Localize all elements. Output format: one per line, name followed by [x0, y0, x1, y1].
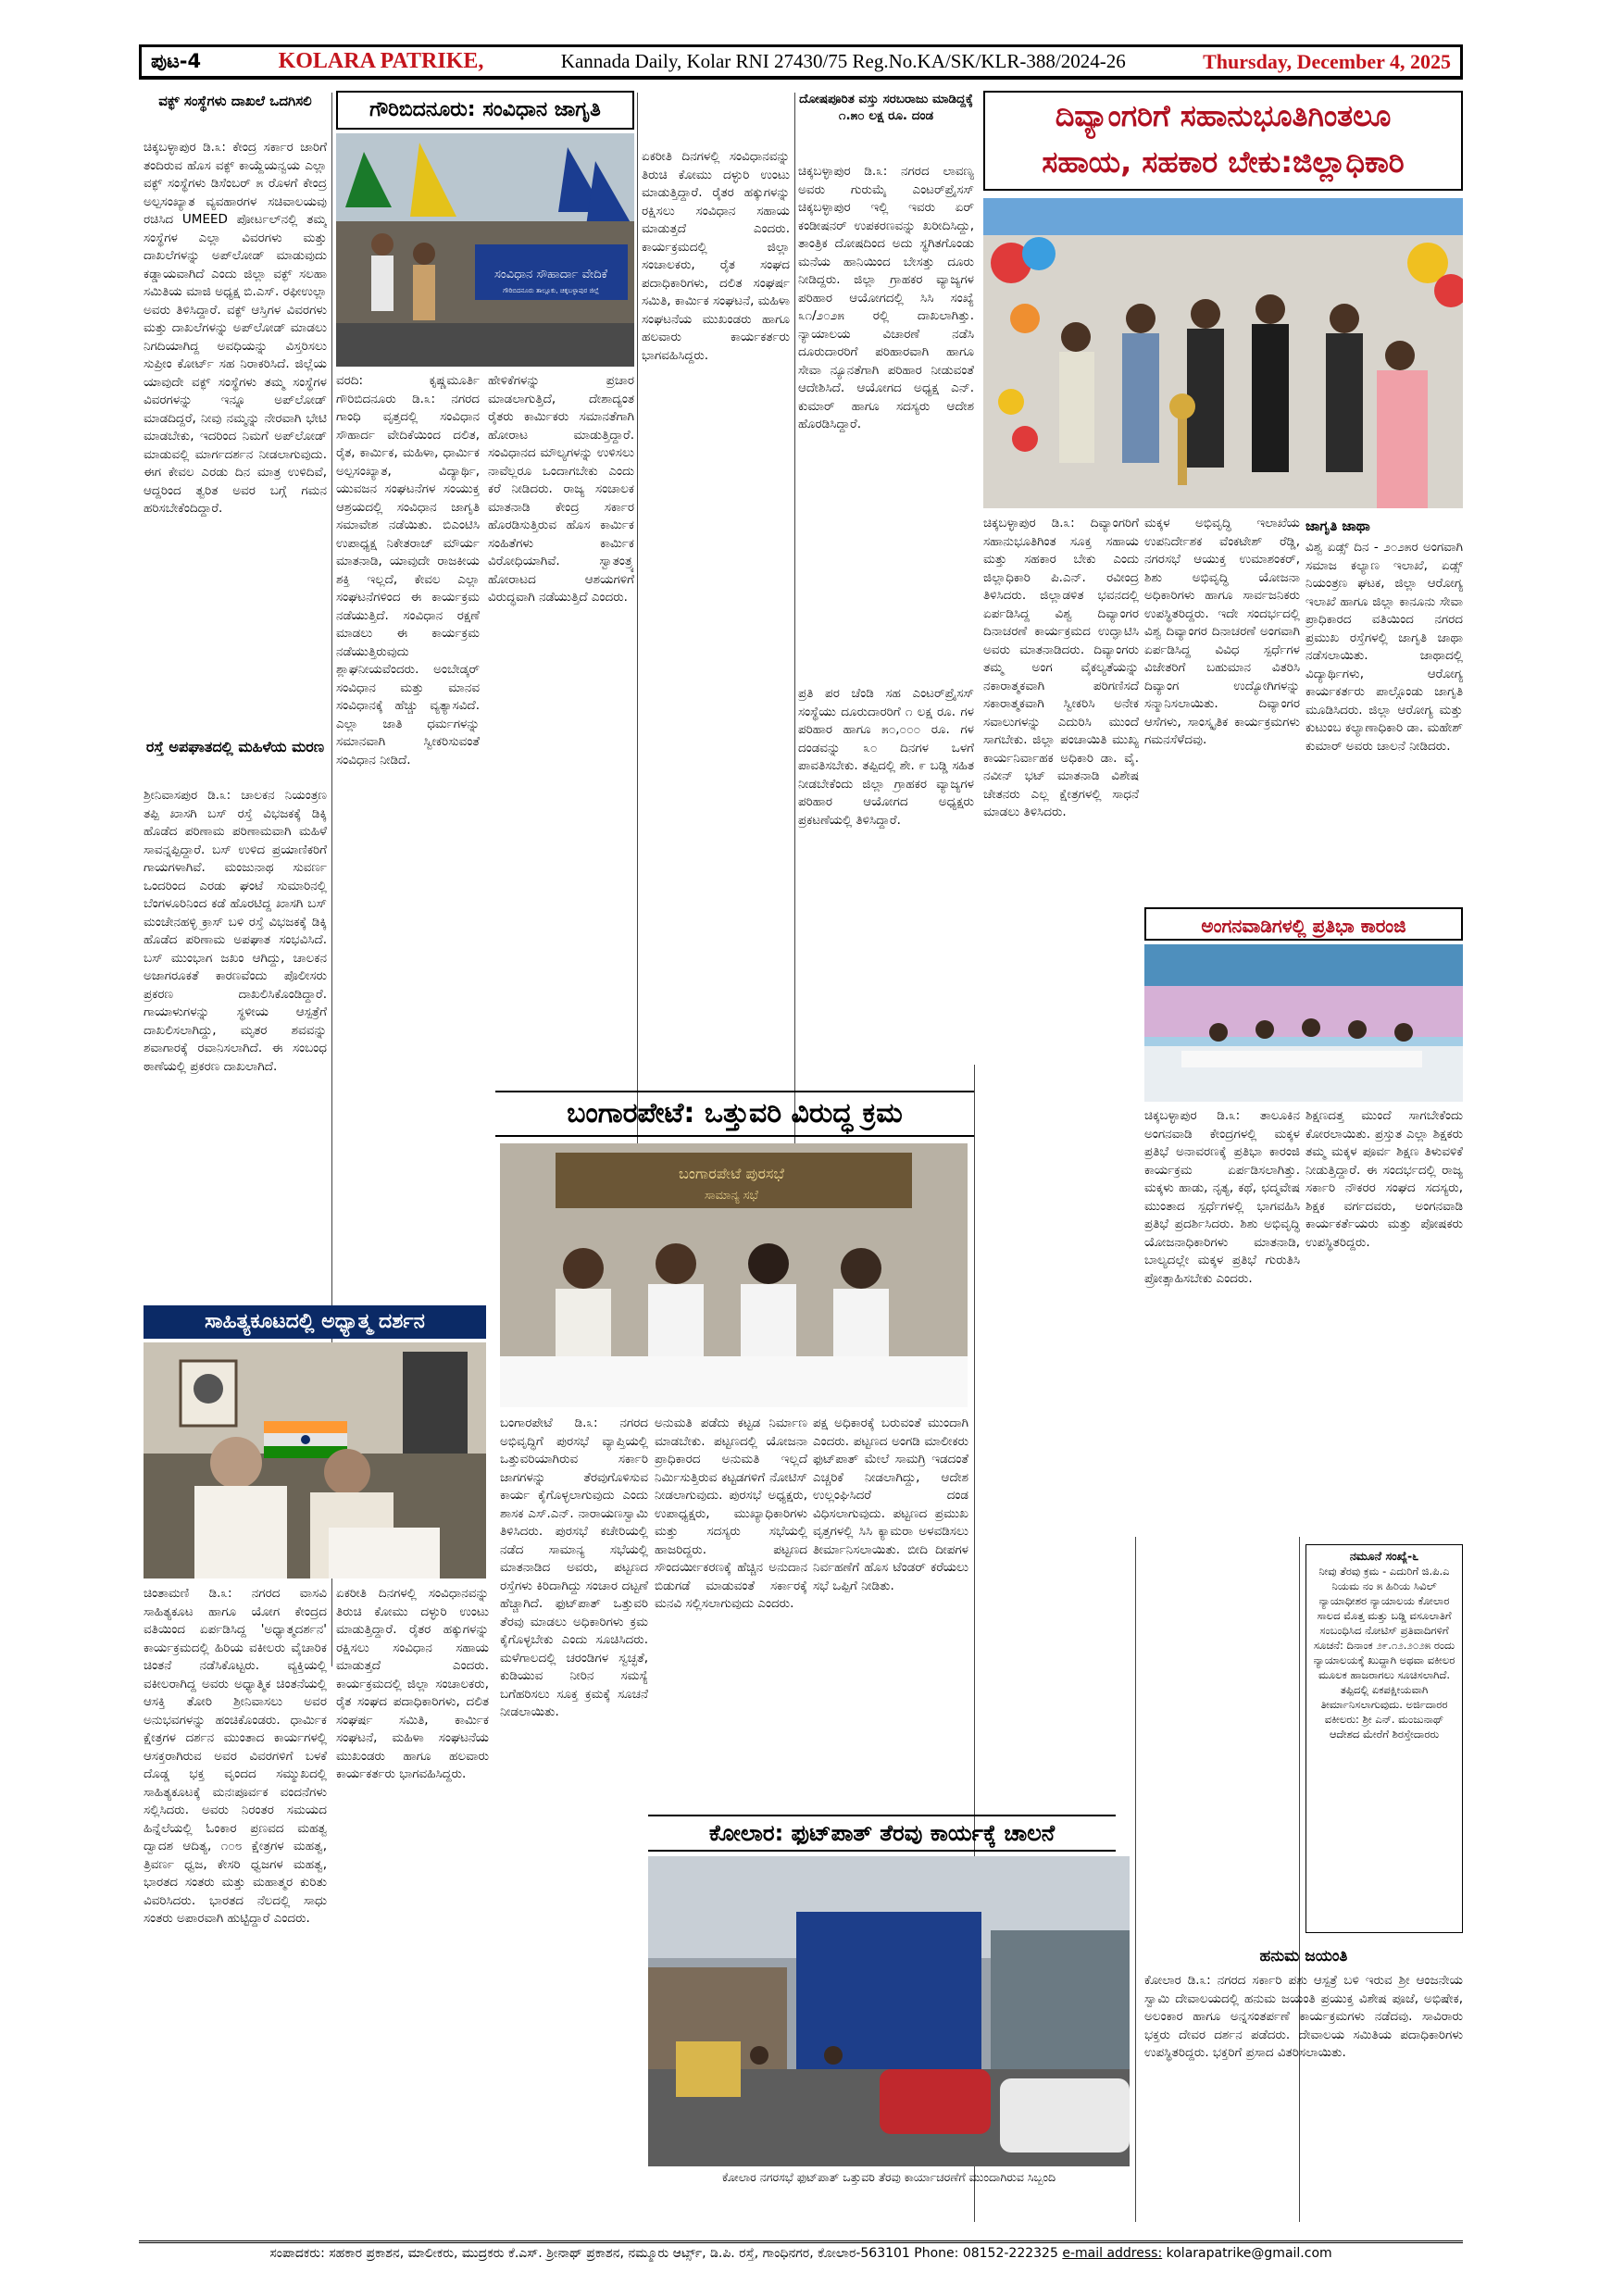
bangarpet-article-col2: ಅನುಮತಿ ಪಡೆದು ಕಟ್ಟಡ ನಿರ್ಮಾಣ ಮಾಡಬೇಕು. ಪಟ್ಟಣದಲ್ಲಿ ಯೋಜನಾ ಪ್ರಾಧಿಕಾರದ ಅನುಮತಿ ಇಲ್ಲದೆ ನಿರ್ಮಿಸುತ್ತಿರುವ ಕಟ್ಟಡಗಳಿಗೆ ನೋಟಿಸ್ ನೀಡಲಾಗುವುದು. ಪುರಸಭೆ ಅಧ್ಯಕ್ಷರು, ಉಪಾಧ್ಯಕ್ಷರು, ಮುಖ್ಯಾಧಿಕಾರಿಗಳು ಮತ್ತು ಸದಸ್ಯರು ಸಭೆಯಲ್ಲಿ ಹಾಜರಿದ್ದರು. ಪಟ್ಟಣದ ಸೌಂದರ್ಯೀಕರಣಕ್ಕೆ ಹೆಚ್ಚಿನ ಅನುದಾನ ಬಿಡುಗಡೆ ಮಾಡುವಂತೆ ಸರ್ಕಾರಕ್ಕೆ ಮನವಿ ಸಲ್ಲಿಸಲಾಗುವುದು ಎಂದರು. [655, 1416, 807, 1611]
legal-notice-box [1305, 1544, 1463, 1933]
gauribidanur-article-col1: ವರದಿ: ಕೃಷ್ಣಮೂರ್ತಿ ಗೌರಿಬಿದನೂರು ಡಿ.೩: ನಗರದ ಗಾಂಧಿ ವೃತ್ತದಲ್ಲಿ ಸಂವಿಧಾನ ಸೌಹಾರ್ದ ವೇದಿಕೆಯಿಂದ ದಲಿತ, ರೈತ, ಕಾರ್ಮಿಕ, ಮಹಿಳಾ, ಧಾರ್ಮಿಕ ಅಲ್ಪಸಂಖ್ಯಾತ, ವಿದ್ಯಾರ್ಥಿ, ಯುವಜನ ಸಂಘಟನೆಗಳ ಸಂಯುಕ್ತ ಆಶ್ರಯದಲ್ಲಿ ಸಂವಿಧಾನ ಜಾಗೃತಿ ಸಮಾವೇಶ ನಡೆಯಿತು. ಬಿಎಂಟಿಸಿ ಉಪಾಧ್ಯಕ್ಷ ನಿಕೇತರಾಜ್ ಮೌರ್ಯ ಮಾತನಾಡಿ, ಯಾವುದೇ ರಾಜಕೀಯ ಶಕ್ತಿ ಇಲ್ಲದೆ, ಕೇವಲ ಎಲ್ಲಾ ಸಂಘಟನೆಗಳಿಂದ ಈ ಕಾರ್ಯಕ್ರಮ ನಡೆಯುತ್ತಿದೆ. ಸಂವಿಧಾನ ರಕ್ಷಣೆ ಮಾಡಲು ಈ ಕಾರ್ಯಕ್ರಮ ನಡೆಯುತ್ತಿರುವುದು ಶ್ಲಾಘನೀಯವೆಂದರು. ಅಂಬೇಡ್ಕರ್ ಸಂವಿಧಾನ ಮತ್ತು ಮಾನವ ಸಂವಿಧಾನಕ್ಕೆ ಹೆಚ್ಚು ವ್ಯತ್ಯಾಸವಿದೆ. ಎಲ್ಲಾ ಜಾತಿ ಧರ್ಮಗಳನ್ನು ಸಮಾನವಾಗಿ ಸ್ವೀಕರಿಸುವಂತೆ ಸಂವಿಧಾನ ನೀಡಿದೆ. [336, 373, 480, 767]
fine-article-body-2: ಪ್ರತಿ ಪರ ಚೆಂಡಿ ಸಹ ಎಂಟರ್‌ಪ್ರೈಸಸ್ ಸಂಸ್ಥೆಯು ದೂರುದಾರರಿಗೆ ೧ ಲಕ್ಷ ರೂ. ಗಳ ಪರಿಹಾರ ಹಾಗೂ ೫೦,೦೦೦ ರೂ. ಗಳ ದಂಡವನ್ನು ೩೦ ದಿನಗಳ ಒಳಗೆ ಪಾವತಿಸಬೇಕು. ತಪ್ಪಿದಲ್ಲಿ ಶೇ. ೯ ಬಡ್ಡಿ ಸಹಿತ ನೀಡಬೇಕೆಂದು ಜಿಲ್ಲಾ ಗ್ರಾಹಕರ ವ್ಯಾಜ್ಯಗಳ ಪರಿಹಾರ ಆಯೋಗದ ಅಧ್ಯಕ್ಷರು ಪ್ರಕಟಣೆಯಲ್ಲಿ ತಿಳಿಸಿದ್ದಾರೆ. [798, 686, 974, 828]
footer [139, 2240, 1463, 2265]
disabled-event-photo [983, 198, 1463, 508]
sahitya-headline: ಸಾಹಿತ್ಯಕೂಟದಲ್ಲಿ ಅಧ್ಯಾತ್ಮ ದರ್ಶನ [144, 1305, 486, 1339]
masthead [139, 44, 1463, 80]
notice-title: ನಮೂನೆ ಸಂಖ್ಯೆ-೬ [1349, 1549, 1419, 1563]
accident-headline: ರಸ್ತೆ ಅಪಘಾತದಲ್ಲಿ ಮಹಿಳೆಯ ಮರಣ [145, 738, 325, 755]
hanuma-heading: ಹನುಮ ಜಯಂತಿ [1259, 1947, 1348, 1965]
fine-headline: ದೋಷಪೂರಿತ ವಸ್ತು ಸರಬರಾಜು ಮಾಡಿದ್ದಕ್ಕೆ ೧.೫೦ ಲಕ್ಷ ರೂ. ದಂಡ [799, 92, 973, 123]
footer-publisher: ಸಂಪಾದಕರು: ಸಹಕಾರ ಪ್ರಕಾಶನ, ಮಾಲೀಕರು, ಮುದ್ರಕರು ಕೆ.ಎಸ್. ಶ್ರೀನಾಥ್ ಪ್ರಕಾಶನ, ನಮ್ಮೂರು ಆರ್ಟ್ಸ್, ಡಿ.ಪಿ. ರಸ್ತೆ, ಗಾಂಧಿನಗರ, ಕೋಲಾರ-563101 [269, 2246, 910, 2261]
disabled-headline-line1: ದಿವ್ಯಾಂಗರಿಗೆ ಸಹಾನುಭೂತಿಗಿಂತಲೂ [1055, 98, 1392, 133]
rally-image [336, 133, 634, 367]
kolar-headline: ಕೋಲಾರ: ಫುಟ್‌ಪಾತ್ ತೆರವು ಕಾರ್ಯಕ್ಕೆ ಚಾಲನೆ [648, 1815, 1116, 1852]
meeting-banner-text: ಬಂಗಾರಪೇಟೆ ಪುರಸಭೆ [679, 1165, 784, 1182]
sahitya-article-body-2: ಏಕರೀತಿ ದಿನಗಳಲ್ಲಿ ಸಂವಿಧಾನವನ್ನು ತಿರುಚಿ ಕೋಮು ದಳ್ಳುರಿ ಉಂಟು ಮಾಡುತ್ತಿದ್ದಾರೆ. ರೈತರ ಹಕ್ಕುಗಳನ್ನು ರಕ್ಷಿಸಲು ಸಂವಿಧಾನ ಸಹಾಯ ಮಾಡುತ್ತದೆ ಎಂದರು. ಕಾರ್ಯಕ್ರಮದಲ್ಲಿ ಜಿಲ್ಲಾ ಸಂಚಾಲಕರು, ರೈತ ಸಂಘದ ಪದಾಧಿಕಾರಿಗಳು, ದಲಿತ ಸಂಘರ್ಷ ಸಮಿತಿ, ಕಾರ್ಮಿಕ ಸಂಘಟನೆ, ಮಹಿಳಾ ಸಂಘಟನೆಯ ಮುಖಂಡರು ಹಾಗೂ ಹಲವಾರು ಕಾರ್ಯಕರ್ತರು ಭಾಗವಹಿಸಿದ್ದರು. [336, 1586, 489, 1781]
anganwadi-headline: ಅಂಗನವಾಡಿಗಳಲ್ಲಿ ಪ್ರತಿಭಾ ಕಾರಂಜಿ [1144, 907, 1463, 941]
waqf-article-body: ಚಿಕ್ಕಬಳ್ಳಾಪುರ ಡಿ.೩: ಕೇಂದ್ರ ಸರ್ಕಾರ ಜಾರಿಗೆ ತಂದಿರುವ ಹೊಸ ವಕ್ಫ್ ಕಾಯ್ದೆಯನ್ವಯ ಎಲ್ಲಾ ವಕ್ಫ್ ಸಂಸ್ಥೆಗಳು ಡಿಸೆಂಬರ್ ೫ ರೊಳಗೆ ಕೇಂದ್ರ ಅಲ್ಪಸಂಖ್ಯಾತ ವ್ಯವಹಾರಗಳ ಸಚಿವಾಲಯವು ರಚಿಸಿದ UMEED ಪೋರ್ಟಲ್‌ನಲ್ಲಿ ತಮ್ಮ ಸಂಸ್ಥೆಗಳ ಎಲ್ಲಾ ವಿವರಗಳು ಮತ್ತು ದಾಖಲೆಗಳನ್ನು ಅಪ್‌ಲೋಡ್ ಮಾಡುವುದು ಕಡ್ಡಾಯವಾಗಿದೆ ಎಂದು ಜಿಲ್ಲಾ ವಕ್ಫ್ ಸಲಹಾ ಸಮಿತಿಯ ಮಾಜಿ ಅಧ್ಯಕ್ಷ ಬಿ.ಎಸ್. ರಫೀಉಲ್ಲಾ ಅವರು ತಿಳಿಸಿದ್ದಾರೆ. ವಕ್ಫ್ ಆಸ್ತಿಗಳ ವಿವರಗಳು ಮತ್ತು ದಾಖಲೆಗಳನ್ನು ಅಪ್‌ಲೋಡ್ ಮಾಡಲು ನಿಗದಿಯಾಗಿದ್ದ ಅವಧಿಯನ್ನು ವಿಸ್ತರಿಸಲು ಸುಪ್ರೀಂ ಕೋರ್ಟ್ ಸಹ ನಿರಾಕರಿಸಿದೆ. ಜಿಲ್ಲೆಯ ಯಾವುದೇ ವಕ್ಫ್ ಸಂಸ್ಥೆಗಳು ತಮ್ಮ ಸಂಸ್ಥೆಗಳ ವಿವರಗಳನ್ನು ಇನ್ನೂ ಅಪ್‌ಲೋಡ್ ಮಾಡದಿದ್ದರೆ, ನೀವು ನಮ್ಮನ್ನು ನೇರವಾಗಿ ಭೇಟಿ ಮಾಡಬೇಕು, ಇದರಿಂದ ನಿಮಗೆ ಅಪ್‌ಲೋಡ್ ಮಾಡುವಲ್ಲಿ ಮಾರ್ಗದರ್ಶನ ನೀಡಲಾಗುವುದು. ಈಗ ಕೇವಲ ಎರಡು ದಿನ ಮಾತ್ರ ಉಳಿದಿವೆ, ಆದ್ದರಿಂದ ತ್ವರಿತ ಅವರ ಬಗ್ಗೆ ಗಮನ ಹರಿಸಬೇಕೆಂದಿದ್ದಾರೆ. [144, 140, 327, 516]
rally-banner-subtext: ಗೌರಿಬಿದನೂರು ತಾಲ್ಲೂಕು, ಚಿಕ್ಕಬಳ್ಳಾಪುರ ಜಿಲ್ಲೆ [503, 287, 599, 294]
anganwadi-stage-photo [1144, 944, 1463, 1102]
kolar-footpath-photo [648, 1856, 1130, 2166]
bangarpet-article-col1: ಬಂಗಾರಪೇಟೆ ಡಿ.೩: ನಗರದ ಅಭಿವೃದ್ಧಿಗೆ ಪುರಸಭೆ ವ್ಯಾಪ್ತಿಯಲ್ಲಿ ಒತ್ತುವರಿಯಾಗಿರುವ ಸರ್ಕಾರಿ ಜಾಗಗಳನ್ನು ತೆರವುಗೊಳಿಸುವ ಕಾರ್ಯ ಕೈಗೊಳ್ಳಲಾಗುವುದು ಎಂದು ಶಾಸಕ ಎಸ್.ಎನ್. ನಾರಾಯಣಸ್ವಾಮಿ ತಿಳಿಸಿದರು. ಪುರಸಭೆ ಕಚೇರಿಯಲ್ಲಿ ನಡೆದ ಸಾಮಾನ್ಯ ಸಭೆಯಲ್ಲಿ ಮಾತನಾಡಿದ ಅವರು, ಪಟ್ಟಣದ ರಸ್ತೆಗಳು ಕಿರಿದಾಗಿದ್ದು ಸಂಚಾರ ದಟ್ಟಣೆ ಹೆಚ್ಚಾಗಿದೆ. ಫುಟ್‌ಪಾತ್ ಒತ್ತುವರಿ ತೆರವು ಮಾಡಲು ಅಧಿಕಾರಿಗಳು ಕ್ರಮ ಕೈಗೊಳ್ಳಬೇಕು ಎಂದು ಸೂಚಿಸಿದರು. ಮಳೆಗಾಲದಲ್ಲಿ ಚರಂಡಿಗಳ ಸ್ವಚ್ಛತೆ, ಕುಡಿಯುವ ನೀರಿನ ಸಮಸ್ಯೆ ಬಗೆಹರಿಸಲು ಸೂಕ್ತ ಕ್ರಮಕ್ಕೆ ಸೂಚನೆ ನೀಡಲಾಯಿತು. [500, 1416, 648, 1719]
anganwadi-article-col1: ಚಿಕ್ಕಬಳ್ಳಾಪುರ ಡಿ.೩: ತಾಲೂಕಿನ ಅಂಗನವಾಡಿ ಕೇಂದ್ರಗಳಲ್ಲಿ ಮಕ್ಕಳ ಪ್ರತಿಭೆ ಅನಾವರಣಕ್ಕೆ ಪ್ರತಿಭಾ ಕಾರಂಜಿ ಕಾರ್ಯಕ್ರಮ ಏರ್ಪಡಿಸಲಾಗಿತ್ತು. ಮಕ್ಕಳು ಹಾಡು, ನೃತ್ಯ, ಕಥೆ, ಛದ್ಮವೇಷ ಮುಂತಾದ ಸ್ಪರ್ಧೆಗಳಲ್ಲಿ ಭಾಗವಹಿಸಿ ಪ್ರತಿಭೆ ಪ್ರದರ್ಶಿಸಿದರು. ಶಿಶು ಅಭಿವೃದ್ಧಿ ಯೋಜನಾಧಿಕಾರಿಗಳು ಮಾತನಾಡಿ, ಬಾಲ್ಯದಲ್ಲೇ ಮಕ್ಕಳ ಪ್ರತಿಭೆ ಗುರುತಿಸಿ ಪ್ರೋತ್ಸಾಹಿಸಬೇಕು ಎಂದರು. [1144, 1108, 1300, 1286]
footer-email-label: e-mail address: [1062, 2246, 1163, 2261]
street-clearance-image [648, 1856, 1130, 2166]
gauribidanur-headline: ಗೌರಿಬಿದನೂರು: ಸಂವಿಧಾನ ಜಾಗೃತಿ [336, 91, 634, 130]
page-number: ಪುಟ-4 [151, 50, 202, 72]
column-rule [794, 93, 795, 1157]
newspaper-name: KOLARA PATRIKE, [278, 49, 484, 73]
accident-article-body: ಶ್ರೀನಿವಾಸಪುರ ಡಿ.೩: ಚಾಲಕನ ನಿಯಂತ್ರಣ ತಪ್ಪಿ ಖಾಸಗಿ ಬಸ್ ರಸ್ತೆ ವಿಭಜಕಕ್ಕೆ ಡಿಕ್ಕಿ ಹೊಡೆದ ಪರಿಣಾಮ ಪರಿಣಾಮವಾಗಿ ಮಹಿಳೆ ಸಾವನ್ನಪ್ಪಿದ್ದಾರೆ. ಬಸ್ ಉಳಿದ ಪ್ರಯಾಣಿಕರಿಗೆ ಗಾಯಗಳಾಗಿವೆ. ಮಂಜುನಾಥ ಸುವರ್ಣ ಒಂದರಿಂದ ಎರಡು ಘಂಟೆ ಸುಮಾರಿನಲ್ಲಿ ಬೆಂಗಳೂರಿನಿಂದ ಕಡೆ ಹೊರಟಿದ್ದ ಖಾಸಗಿ ಬಸ್ ಮಂಚೇನಹಳ್ಳಿ ಕ್ರಾಸ್ ಬಳಿ ರಸ್ತೆ ವಿಭಜಕಕ್ಕೆ ಡಿಕ್ಕಿ ಹೊಡೆದ ಪರಿಣಾಮ ಅಪಘಾತ ಸಂಭವಿಸಿದೆ. ಬಸ್ ಮುಂಭಾಗ ಜಖಂ ಆಗಿದ್ದು, ಚಾಲಕನ ಅಜಾಗರೂಕತೆ ಕಾರಣವೆಂದು ಪೊಲೀಸರು ಪ್ರಕರಣ ದಾಖಲಿಸಿಕೊಂಡಿದ್ದಾರೆ. ಗಾಯಾಳುಗಳನ್ನು ಸ್ಥಳೀಯ ಆಸ್ಪತ್ರೆಗೆ ದಾಖಲಿಸಲಾಗಿದ್ದು, ಮೃತರ ಶವವನ್ನು ಶವಾಗಾರಕ್ಕೆ ರವಾನಿಸಲಾಗಿದೆ. ಈ ಸಂಬಂಧ ಠಾಣೆಯಲ್ಲಿ ಪ್ರಕರಣ ದಾಖಲಾಗಿದೆ. [144, 788, 327, 1074]
sahitya-photo [144, 1342, 486, 1578]
meeting-banner-subtext: ಸಾಮಾನ್ಯ ಸಭೆ [705, 1189, 758, 1203]
rally-banner-text: ಸಂವಿಧಾನ ಸೌಹಾರ್ದಾ ವೇದಿಕೆ [494, 268, 607, 281]
notice-text: ನೀವು ತೆರವು ಕ್ರಮ - ಎದುರಿಗೆ ಜಿ.ಪಿ.ಎ ನಿಯಮ ನಂ ೫ ಹಿರಿಯ ಸಿವಿಲ್ ನ್ಯಾಯಾಧೀಶರ ನ್ಯಾಯಾಲಯ ಕೋಲಾರ ಸಾಲದ ಮೊತ್ತ ಮತ್ತು ಬಡ್ಡಿ ವಸೂಲಾತಿಗೆ ಸಂಬಂಧಿಸಿದ ನೋಟಿಸ್ ಪ್ರತಿವಾದಿಗಳಿಗೆ ಸೂಚನೆ: ದಿನಾಂಕ ೨೯.೧೨.೨೦೨೫ ರಂದು ನ್ಯಾಯಾಲಯಕ್ಕೆ ಖುದ್ದಾಗಿ ಅಥವಾ ವಕೀಲರ ಮೂಲಕ ಹಾಜರಾಗಲು ಸೂಚಿಸಲಾಗಿದೆ. ತಪ್ಪಿದಲ್ಲಿ ಏಕಪಕ್ಷೀಯವಾಗಿ ತೀರ್ಮಾನಿಸಲಾಗುವುದು. ಅರ್ಜಿದಾರರ ವಕೀಲರು: ಶ್ರೀ ಎನ್. ಮಂಜುನಾಥ್ ಆದೇಶದ ಮೇರೆಗೆ ಶಿರಸ್ತೇದಾರರು [1313, 1565, 1455, 1741]
disabled-headline-box [983, 91, 1463, 191]
footer-email[interactable]: kolarapatrike@gmail.com [1166, 2246, 1332, 2261]
fine-article-body: ಚಿಕ್ಕಬಳ್ಳಾಪುರ ಡಿ.೩: ನಗರದ ಲಾವಣ್ಯ ಅವರು ಗುರುಮೈ ಎಂಟರ್‌ಪ್ರೈಸಸ್ ಚಿಕ್ಕಬಳ್ಳಾಪುರ ಇಲ್ಲಿ ಇವರು ಏರ್ ಕಂಡೀಷನರ್ ಉಪಕರಣವನ್ನು ಖರೀದಿಸಿದ್ದು, ತಾಂತ್ರಿಕ ದೋಷದಿಂದ ಅದು ಸ್ಥಗಿತಗೊಂಡು ಮನೆಯ ಹಾನಿಯಿಂದ ಬೇಸತ್ತು ದೂರು ನೀಡಿದ್ದರು. ಜಿಲ್ಲಾ ಗ್ರಾಹಕರ ವ್ಯಾಜ್ಯಗಳ ಪರಿಹಾರ ಆಯೋಗದಲ್ಲಿ ಸಿಸಿ ಸಂಖ್ಯೆ ೩೧/೨೦೨೫ ರಲ್ಲಿ ದಾಖಲಾಗಿತ್ತು. ನ್ಯಾಯಾಲಯ ವಿಚಾರಣೆ ನಡೆಸಿ ದೂರುದಾರರಿಗೆ ಪರಿಹಾರವಾಗಿ ಹಾಗೂ ಸೇವಾ ನ್ಯೂನತೆಗಾಗಿ ಪರಿಹಾರ ನೀಡುವಂತೆ ಆದೇಶಿಸಿದೆ. ಆಯೋಗದ ಅಧ್ಯಕ್ಷ ಎನ್. ಕುಮಾರ್ ಹಾಗೂ ಸದಸ್ಯರು ಆದೇಶ ಹೊರಡಿಸಿದ್ದಾರೆ. [798, 164, 974, 431]
bangarpet-article-col3: ಪಕ್ಷ ಅಧಿಕಾರಕ್ಕೆ ಬರುವಂತೆ ಮುಂದಾಗಿ ಎಂದರು. ಪಟ್ಟಣದ ಅಂಗಡಿ ಮಾಲೀಕರು ಫುಟ್‌ಪಾತ್ ಮೇಲೆ ಸಾಮಗ್ರಿ ಇಡದಂತೆ ಎಚ್ಚರಿಕೆ ನೀಡಲಾಗಿದ್ದು, ಆದೇಶ ಉಲ್ಲಂಘಿಸಿದರೆ ದಂಡ ವಿಧಿಸಲಾಗುವುದು. ಪಟ್ಟಣದ ಪ್ರಮುಖ ವೃತ್ತಗಳಲ್ಲಿ ಸಿಸಿ ಕ್ಯಾಮರಾ ಅಳವಡಿಸಲು ತೀರ್ಮಾನಿಸಲಾಯಿತು. ಬೀದಿ ದೀಪಗಳ ನಿರ್ವಹಣೆಗೆ ಹೊಸ ಟೆಂಡರ್ ಕರೆಯಲು ಸಭೆ ಒಪ್ಪಿಗೆ ನೀಡಿತು. [813, 1416, 968, 1593]
aids-article-body: ವಿಶ್ವ ಏಡ್ಸ್ ದಿನ - ೨೦೨೫ರ ಅಂಗವಾಗಿ ಸಮಾಜ ಕಲ್ಯಾಣ ಇಲಾಖೆ, ಏಡ್ಸ್ ನಿಯಂತ್ರಣ ಘಟಕ, ಜಿಲ್ಲಾ ಆರೋಗ್ಯ ಇಲಾಖೆ ಹಾಗೂ ಜಿಲ್ಲಾ ಕಾನೂನು ಸೇವಾ ಪ್ರಾಧಿಕಾರದ ವತಿಯಿಂದ ನಗರದ ಪ್ರಮುಖ ರಸ್ತೆಗಳಲ್ಲಿ ಜಾಗೃತಿ ಜಾಥಾ ನಡೆಸಲಾಯಿತು. ಜಾಥಾದಲ್ಲಿ ವಿದ್ಯಾರ್ಥಿಗಳು, ಆರೋಗ್ಯ ಕಾರ್ಯಕರ್ತರು ಪಾಲ್ಗೊಂಡು ಜಾಗೃತಿ ಮೂಡಿಸಿದರು. ಜಿಲ್ಲಾ ಆರೋಗ್ಯ ಮತ್ತು ಕುಟುಂಬ ಕಲ್ಯಾಣಾಧಿಕಾರಿ ಡಾ. ಮಹೇಶ್ ಕುಮಾರ್ ಅವರು ಚಾಲನೆ ನೀಡಿದರು. [1305, 540, 1463, 754]
disabled-article-col2: ಮಕ್ಕಳ ಅಭಿವೃದ್ಧಿ ಇಲಾಖೆಯ ಉಪನಿರ್ದೇಶಕ ವೆಂಕಟೇಶ್ ರೆಡ್ಡಿ, ನಗರಸಭೆ ಆಯುಕ್ತ ಉಮಾಶಂಕರ್, ಶಿಶು ಅಭಿವೃದ್ಧಿ ಯೋಜನಾ ಅಧಿಕಾರಿಗಳು ಹಾಗೂ ಸಾರ್ವಜನಿಕರು ಉಪಸ್ಥಿತರಿದ್ದರು. ಇದೇ ಸಂದರ್ಭದಲ್ಲಿ ವಿಶ್ವ ದಿವ್ಯಾಂಗರ ದಿನಾಚರಣೆ ಅಂಗವಾಗಿ ಏರ್ಪಡಿಸಿದ್ದ ವಿವಿಧ ಸ್ಪರ್ಧೆಗಳ ವಿಜೇತರಿಗೆ ಬಹುಮಾನ ವಿತರಿಸಿ ದಿವ್ಯಾಂಗ ಉದ್ಯೋಗಿಗಳನ್ನು ಸನ್ಮಾನಿಸಲಾಯಿತು. ದಿವ್ಯಾಂಗರ ಆಸೆಗಳು, ಸಾಂಸ್ಕೃತಿಕ ಕಾರ್ಯಕ್ರಮಗಳು ಗಮನಸೆಳೆದವು. [1144, 516, 1300, 747]
kolar-photo-caption: ಕೋಲಾರ ನಗರಸಭೆ ಫುಟ್‌ಪಾತ್ ಒತ್ತುವರಿ ತೆರವು ಕಾರ್ಯಾಚರಣೆಗೆ ಮುಂದಾಗಿರುವ ಸಿಬ್ಬಂದಿ [721, 2170, 1056, 2184]
sahitya-article-body: ಚಿಂತಾಮಣಿ ಡಿ.೩: ನಗರದ ವಾಸವಿ ಸಾಹಿತ್ಯಕೂಟ ಹಾಗೂ ಯೋಗ ಕೇಂದ್ರದ ವತಿಯಿಂದ ಏರ್ಪಡಿಸಿದ್ದ 'ಅಧ್ಯಾತ್ಮದರ್ಶನ' ಕಾರ್ಯಕ್ರಮದಲ್ಲಿ ಹಿರಿಯ ವಕೀಲರು ವೈಚಾರಿಕ ಚಿಂತನೆ ನಡೆಸಿಕೊಟ್ಟರು. ವ್ಯಕ್ತಿಯಲ್ಲಿ ವಕೀಲರಾಗಿದ್ದ ಅವರು ಅಧ್ಯಾತ್ಮಿಕ ಚಿಂತನೆಯಲ್ಲಿ ಆಸಕ್ತಿ ತೋರಿ ಶ್ರೀನಿವಾಸಲು ಅವರ ಅನುಭವಗಳನ್ನು ಹಂಚಿಕೊಂಡರು. ಧಾರ್ಮಿಕ ಕ್ಷೇತ್ರಗಳ ದರ್ಶನ ಮುಂತಾದ ಕಾರ್ಯಗಳಲ್ಲಿ ಆಸಕ್ತರಾಗಿರುವ ಅವರ ವಿವರಗಳಿಗೆ ಬಳಕೆ ದೊಡ್ಡ ಭಕ್ತ ವೃಂದದ ಸಮ್ಮುಖದಲ್ಲಿ ಸಾಹಿತ್ಯಕೂಟಕ್ಕೆ ಮನಃಪೂರ್ವಕ ವಂದನೆಗಳು ಸಲ್ಲಿಸಿದರು. ಅವರು ನಿರಂತರ ಸಮಯದ ಹಿನ್ನೆಲೆಯಲ್ಲಿ ಓಂಕಾರ ಪ್ರಣವದ ಮಹತ್ವ ದ್ವಾದಶ ಆದಿತ್ಯ, ೧೦೮ ಕ್ಷೇತ್ರಗಳ ಮಹತ್ವ, ತ್ರಿವರ್ಣ ಧ್ವಜ, ಕೇಸರಿ ಧ್ವಜಗಳ ಮಹತ್ವ, ಭಾರತದ ಸಂತರು ಮತ್ತು ಮಹಾತ್ಮರ ಕುರಿತು ವಿವರಿಸಿದರು. ಭಾರತದ ನೆಲದಲ್ಲಿ ಸಾಧು ಸಂತರು ಅಪಾರವಾಗಿ ಹುಟ್ಟಿದ್ದಾರೆ ಎಂದರು. [144, 1586, 327, 1926]
elder-speaker-image [144, 1342, 486, 1578]
meeting-image [500, 1143, 968, 1407]
issue-date: Thursday, December 4, 2025 [1203, 49, 1451, 73]
disabled-headline-line2: ಸಹಾಯ, ಸಹಕಾರ ಬೇಕು:ಜಿಲ್ಲಾಧಿಕಾರಿ [1042, 144, 1405, 180]
footer-phone: Phone: 08152-222325 [914, 2246, 1058, 2261]
anganwadi-article-col2: ಶಿಕ್ಷಣದತ್ತ ಮುಂದೆ ಸಾಗಬೇಕೆಂದು ಕೋರಲಾಯಿತು. ಪ್ರಸ್ತುತ ಎಲ್ಲಾ ಶಿಕ್ಷಕರು ತಮ್ಮ ಮಕ್ಕಳ ಪೂರ್ವ ಶಿಕ್ಷಣ ತಿಳುವಳಿಕೆ ನೀಡುತ್ತಿದ್ದಾರೆ. ಈ ಸಂದರ್ಭದಲ್ಲಿ ರಾಜ್ಯ ಸರ್ಕಾರಿ ನೌಕರರ ಸಂಘದ ಸದಸ್ಯರು, ಶಿಕ್ಷಕ ವರ್ಗದವರು, ಅಂಗನವಾಡಿ ಕಾರ್ಯಕರ್ತೆಯರು ಮತ್ತು ಪೋಷಕರು ಉಪಸ್ಥಿತರಿದ್ದರು. [1305, 1108, 1463, 1250]
aids-heading: ಜಾಗೃತಿ ಜಾಥಾ [1305, 518, 1370, 534]
bangarpet-meeting-photo [500, 1143, 968, 1407]
gauribidanur-article-col2: ಹೇಳಿಕೆಗಳನ್ನು ಪ್ರಚಾರ ಮಾಡಲಾಗುತ್ತಿದೆ, ದೇಶಾದ್ಯಂತ ರೈತರು ಕಾರ್ಮಿಕರು ಸಮಾನತೆಗಾಗಿ ಹೋರಾಟ ಮಾಡುತ್ತಿದ್ದಾರೆ. ಸಂವಿಧಾನದ ಮೌಲ್ಯಗಳನ್ನು ಉಳಿಸಲು ನಾವೆಲ್ಲರೂ ಒಂದಾಗಬೇಕು ಎಂದು ಕರೆ ನೀಡಿದರು. ರಾಜ್ಯ ಸಂಚಾಲಕ ಮಾತನಾಡಿ ಕೇಂದ್ರ ಸರ್ಕಾರ ಹೊರಡಿಸುತ್ತಿರುವ ಹೊಸ ಕಾರ್ಮಿಕ ಸಂಹಿತೆಗಳು ಕಾರ್ಮಿಕ ವಿರೋಧಿಯಾಗಿವೆ. ಸ್ವಾತಂತ್ರ್ಯ ಹೋರಾಟದ ಆಶಯಗಳಿಗೆ ವಿರುದ್ಧವಾಗಿ ನಡೆಯುತ್ತಿದೆ ಎಂದರು. [488, 373, 634, 605]
waqf-headline: ವಕ್ಫ್ ಸಂಸ್ಥೆಗಳು ದಾಖಲೆ ಒದಗಿಸಲಿ [158, 93, 312, 109]
registration-info: Kannada Daily, Kolar RNI 27430/75 Reg.No.KA/SK/KLR-388/2024-26 [560, 50, 1126, 72]
hanuma-article-body: ಕೋಲಾರ ಡಿ.೩: ನಗರದ ಸರ್ಕಾರಿ ಪಶು ಆಸ್ಪತ್ರೆ ಬಳಿ ಇರುವ ಶ್ರೀ ಆಂಜನೇಯ ಸ್ವಾಮಿ ದೇವಾಲಯದಲ್ಲಿ ಹನುಮ ಜಯಂತಿ ಪ್ರಯುಕ್ತ ವಿಶೇಷ ಪೂಜೆ, ಅಭಿಷೇಕ, ಅಲಂಕಾರ ಹಾಗೂ ಅನ್ನಸಂತರ್ಪಣೆ ಕಾರ್ಯಕ್ರಮಗಳು ನಡೆದವು. ಸಾವಿರಾರು ಭಕ್ತರು ದೇವರ ದರ್ಶನ ಪಡೆದರು. ದೇವಾಲಯ ಸಮಿತಿಯ ಪದಾಧಿಕಾರಿಗಳು ಉಪಸ್ಥಿತರಿದ್ದರು. ಭಕ್ತರಿಗೆ ಪ್ರಸಾದ ವಿತರಿಸಲಾಯಿತು. [1144, 1973, 1463, 2060]
column-rule [1135, 1537, 1136, 2222]
stage-event-image [1144, 944, 1463, 1102]
bangarpet-headline: ಬಂಗಾರಪೇಟೆ: ಒತ್ತುವರಿ ವಿರುದ್ಧ ಕ್ರಮ [495, 1091, 974, 1137]
gauribidanur-rally-photo [336, 133, 634, 367]
column-rule [637, 93, 638, 1157]
gauribidanur-article-col3: ಏಕರೀತಿ ದಿನಗಳಲ್ಲಿ ಸಂವಿಧಾನವನ್ನು ತಿರುಚಿ ಕೋಮು ದಳ್ಳುರಿ ಉಂಟು ಮಾಡುತ್ತಿದ್ದಾರೆ. ರೈತರ ಹಕ್ಕುಗಳನ್ನು ರಕ್ಷಿಸಲು ಸಂವಿಧಾನ ಸಹಾಯ ಮಾಡುತ್ತದೆ ಎಂದರು. ಕಾರ್ಯಕ್ರಮದಲ್ಲಿ ಜಿಲ್ಲಾ ಸಂಚಾಲಕರು, ರೈತ ಸಂಘದ ಪದಾಧಿಕಾರಿಗಳು, ದಲಿತ ಸಂಘರ್ಷ ಸಮಿತಿ, ಕಾರ್ಮಿಕ ಸಂಘಟನೆ, ಮಹಿಳಾ ಸಂಘಟನೆಯ ಮುಖಂಡರು ಹಾಗೂ ಹಲವಾರು ಕಾರ್ಯಕರ್ತರು ಭಾಗವಹಿಸಿದ್ದರು. [642, 149, 790, 363]
lamp-lighting-image [983, 198, 1463, 508]
disabled-article-col1: ಚಿಕ್ಕಬಳ್ಳಾಪುರ ಡಿ.೩: ದಿವ್ಯಾಂಗರಿಗೆ ಸಹಾನುಭೂತಿಗಿಂತ ಸೂಕ್ತ ಸಹಾಯ ಮತ್ತು ಸಹಕಾರ ಬೇಕು ಎಂದು ಜಿಲ್ಲಾಧಿಕಾರಿ ಪಿ.ಎನ್. ರವೀಂದ್ರ ತಿಳಿಸಿದರು. ಜಿಲ್ಲಾಡಳಿತ ಭವನದಲ್ಲಿ ಏರ್ಪಡಿಸಿದ್ದ ವಿಶ್ವ ದಿವ್ಯಾಂಗರ ದಿನಾಚರಣೆ ಕಾರ್ಯಕ್ರಮದ ಉದ್ಘಾಟಿಸಿ ಅವರು ಮಾತನಾಡಿದರು. ದಿವ್ಯಾಂಗರು ತಮ್ಮ ಅಂಗ ವೈಕಲ್ಯತೆಯನ್ನು ನಕಾರಾತ್ಮಕವಾಗಿ ಪರಿಗಣಿಸದೆ ಸಕಾರಾತ್ಮಕವಾಗಿ ಸ್ವೀಕರಿಸಿ ಅನೇಕ ಸವಾಲುಗಳನ್ನು ಎದುರಿಸಿ ಮುಂದೆ ಸಾಗಬೇಕು. ಜಿಲ್ಲಾ ಪಂಚಾಯಿತಿ ಮುಖ್ಯ ಕಾರ್ಯನಿರ್ವಾಹಕ ಅಧಿಕಾರಿ ಡಾ. ವೈ. ನವೀನ್ ಭಟ್ ಮಾತನಾಡಿ ವಿಶೇಷ ಚೇತನರು ಎಲ್ಲ ಕ್ಷೇತ್ರಗಳಲ್ಲಿ ಸಾಧನೆ ಮಾಡಲು ತಿಳಿಸಿದರು. [983, 516, 1139, 819]
